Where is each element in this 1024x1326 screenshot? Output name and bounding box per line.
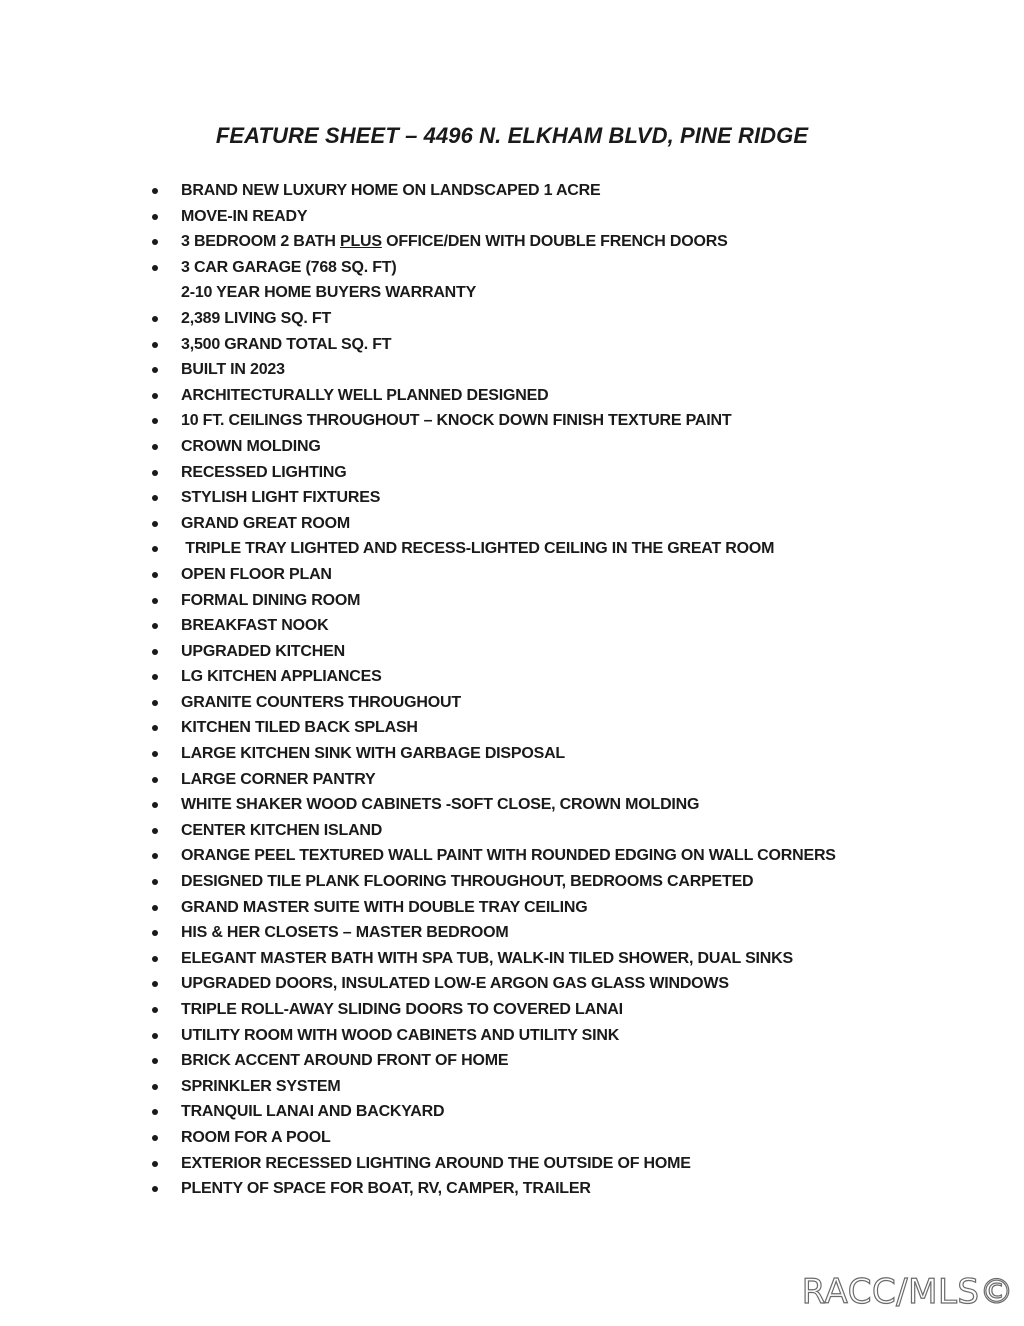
feature-item (150, 895, 836, 921)
feature-item (150, 255, 836, 281)
feature-text: SPRINKLER SYSTEM (181, 1077, 341, 1095)
feature-item (150, 715, 836, 741)
feature-text: OPEN FLOOR PLAN (181, 565, 332, 583)
feature-list (150, 178, 836, 1202)
feature-item (150, 613, 836, 639)
feature-item (150, 1151, 836, 1177)
feature-item (150, 332, 836, 358)
feature-text: 10 FT. CEILINGS THROUGHOUT – KNOCK DOWN FINISH TEXTURE PAINT (181, 412, 732, 430)
feature-text: PLENTY OF SPACE FOR BOAT, RV, CAMPER, TRAILER (181, 1180, 591, 1198)
feature-item (150, 1125, 836, 1151)
feature-text: RECESSED LIGHTING (181, 463, 347, 481)
feature-text-underlined: PLUS (339, 233, 382, 251)
feature-item (150, 383, 836, 409)
feature-text: DESIGNED TILE PLANK FLOORING THROUGHOUT, BEDROOMS CARPETED (181, 873, 754, 891)
feature-text: BREAKFAST NOOK (181, 617, 329, 635)
feature-text: ORANGE PEEL TEXTURED WALL PAINT WITH ROUNDED EDGING ON WALL CORNERS (181, 847, 836, 865)
feature-text: MOVE-IN READY (181, 207, 308, 225)
feature-item (150, 178, 836, 204)
feature-text: LARGE CORNER PANTRY (181, 770, 376, 788)
feature-item (150, 664, 836, 690)
feature-text: ROOM FOR A POOL (181, 1128, 331, 1146)
feature-text: GRAND MASTER SUITE WITH DOUBLE TRAY CEILING (181, 898, 588, 916)
feature-text: WHITE SHAKER WOOD CABINETS -SOFT CLOSE, CROWN MOLDING (181, 796, 700, 814)
feature-text: UTILITY ROOM WITH WOOD CABINETS AND UTILITY SINK (181, 1026, 620, 1044)
feature-text: TRIPLE TRAY LIGHTED AND RECESS-LIGHTED CEILING IN THE GREAT ROOM (181, 540, 775, 558)
feature-text: UPGRADED KITCHEN (181, 642, 345, 660)
feature-item (150, 997, 836, 1023)
feature-text: BRICK ACCENT AROUND FRONT OF HOME (181, 1052, 509, 1070)
feature-item (150, 280, 836, 306)
feature-item (150, 460, 836, 486)
feature-text: ARCHITECTURALLY WELL PLANNED DESIGNED (181, 386, 549, 404)
feature-text: 2,389 LIVING SQ. FT (181, 309, 332, 327)
feature-text: CROWN MOLDING (181, 437, 321, 455)
feature-item (150, 767, 836, 793)
feature-text: CENTER KITCHEN ISLAND (181, 821, 383, 839)
feature-item (150, 690, 836, 716)
feature-item (150, 1074, 836, 1100)
feature-text: LARGE KITCHEN SINK WITH GARBAGE DISPOSAL (181, 745, 566, 763)
feature-text: TRANQUIL LANAI AND BACKYARD (181, 1103, 445, 1121)
feature-item (150, 843, 836, 869)
feature-text: BUILT IN 2023 (181, 361, 285, 379)
feature-item (150, 1023, 836, 1049)
feature-item (150, 357, 836, 383)
feature-item (150, 741, 836, 767)
mls-watermark: RACC/MLS© (801, 1272, 1014, 1312)
feature-item (150, 1176, 836, 1202)
feature-text: TRIPLE ROLL-AWAY SLIDING DOORS TO COVERED LANAI (181, 1001, 623, 1018)
feature-item (150, 485, 836, 511)
feature-text: HIS & HER CLOSETS – MASTER BEDROOM (181, 924, 509, 942)
feature-text: 2-10 YEAR HOME BUYERS WARRANTY (181, 284, 477, 302)
feature-item (150, 1048, 836, 1074)
feature-text: KITCHEN TILED BACK SPLASH (181, 719, 418, 737)
feature-item (150, 408, 836, 434)
feature-item (150, 434, 836, 460)
feature-item (150, 562, 836, 588)
feature-item (150, 946, 836, 972)
feature-text: STYLISH LIGHT FIXTURES (181, 489, 381, 507)
feature-text: UPGRADED DOORS, INSULATED LOW-E ARGON GAS GLASS WINDOWS (181, 975, 729, 993)
feature-item (150, 229, 836, 255)
feature-item (150, 536, 836, 562)
page-title: FEATURE SHEET – 4496 N. ELKHAM BLVD, PINE RIDGE (215, 123, 809, 148)
feature-item (150, 639, 836, 665)
feature-item (150, 1099, 836, 1125)
feature-item (150, 306, 836, 332)
feature-item (150, 204, 836, 230)
feature-text: GRAND GREAT ROOM (181, 514, 350, 532)
feature-item (150, 869, 836, 895)
feature-text: FORMAL DINING ROOM (181, 591, 361, 609)
feature-item (150, 818, 836, 844)
feature-item (150, 588, 836, 614)
feature-item (150, 920, 836, 946)
feature-text: 3,500 GRAND TOTAL SQ. FT (181, 335, 392, 353)
feature-text: BRAND NEW LUXURY HOME ON LANDSCAPED 1 ACRE (181, 182, 601, 199)
feature-text-part: 3 BEDROOM 2 BATH (181, 233, 340, 251)
feature-text: 3 CAR GARAGE (768 SQ. FT) (181, 258, 397, 276)
feature-text: EXTERIOR RECESSED LIGHTING AROUND THE OUTSIDE OF HOME (181, 1154, 691, 1172)
feature-item (150, 971, 836, 997)
feature-item (150, 792, 836, 818)
feature-text: LG KITCHEN APPLIANCES (181, 668, 382, 686)
feature-text: ELEGANT MASTER BATH WITH SPA TUB, WALK-IN TILED SHOWER, DUAL SINKS (181, 949, 793, 967)
feature-text: GRANITE COUNTERS THROUGHOUT (181, 693, 461, 711)
feature-text-part: OFFICE/DEN WITH DOUBLE FRENCH DOORS (381, 233, 728, 251)
feature-item (150, 511, 836, 537)
